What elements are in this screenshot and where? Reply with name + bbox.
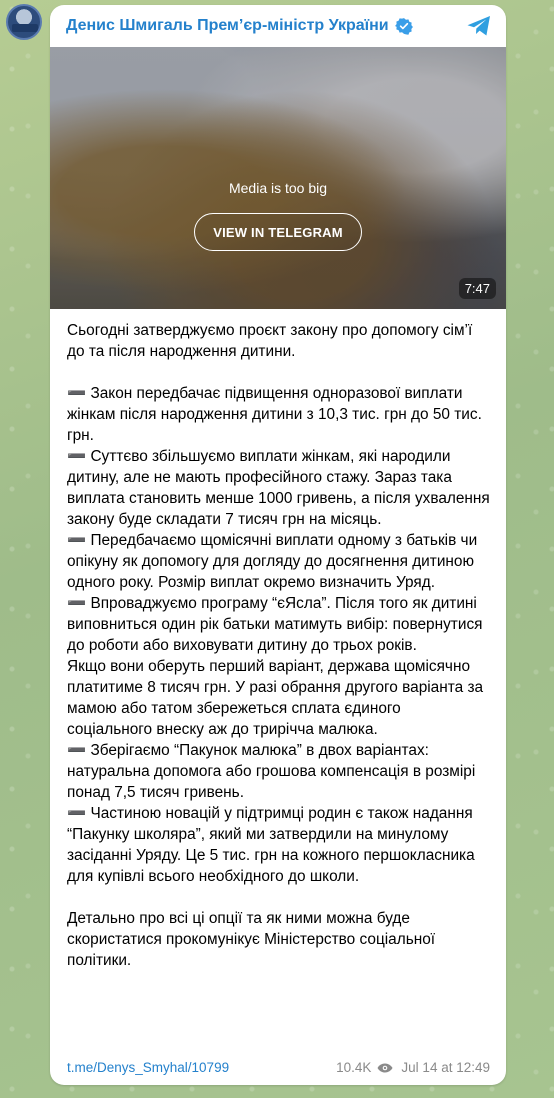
paragraph: Детально про всі ці опції та як ними можна буде скористатися прокомунікує Міністерство соціальної політики.	[67, 910, 436, 969]
paragraph: Якщо вони оберуть перший варіант, держава щомісячно платитиме 8 тисяч грн. У разі обрання другого варіанта за мамою або татом збережеться сплата єдиного соціального внеску аж до трирічча малюка.	[67, 658, 484, 738]
verified-badge-icon	[395, 17, 413, 35]
video-preview[interactable]	[50, 47, 506, 309]
telegram-share-icon[interactable]	[466, 14, 492, 38]
message-text	[50, 309, 506, 971]
message-header	[50, 5, 506, 47]
media-overlay	[50, 47, 506, 309]
channel-avatar[interactable]	[6, 4, 42, 40]
post-link[interactable]: t.me/Denys_Smyhal/10799	[67, 1060, 230, 1075]
paragraph: ➖ Частиною новацій у підтримці родин є також надання “Пакунку школяра”, який ми затвердили на минулому засіданні Уряду. Це 5 тис. грн на кожного першокласника для купівлі всього необхідного до школи.	[67, 805, 475, 885]
paragraph: ➖ Закон передбачає підвищення одноразової виплати жінкам після народження дитини з 10,3 тис. грн до 50 тис. грн.	[67, 385, 482, 444]
post-date: Jul 14 at 12:49	[401, 1060, 490, 1075]
media-too-big-text: Media is too big	[228, 180, 328, 196]
message-bubble	[50, 5, 506, 1085]
paragraph: ➖ Впроваджуємо програму “єЯсла”. Після того як дитині виповниться один рік батьки матимуть вибір: повернутися до роботи або виховувати дитину до трьох років.	[67, 595, 483, 654]
paragraph: Сьогодні затверджуємо проєкт закону про допомогу сім’ї до та після народження дитини.	[67, 322, 473, 360]
eye-icon	[377, 1063, 393, 1073]
paragraph: ➖ Зберігаємо “Пакунок малюка” в двох варіантах: натуральна допомога або грошова компенсація в розмірі понад 7,5 тисяч гривень.	[67, 742, 476, 801]
view-count: 10.4K	[336, 1060, 372, 1075]
paragraph: ➖ Передбачаємо щомісячні виплати одному з батьків чи опікуну як допомогу для догляду до досягнення дитиною одного року. Розмір виплат окремо визначить Уряд.	[67, 532, 478, 591]
paragraph-spacer	[67, 362, 490, 383]
avatar-caption-strip	[12, 24, 38, 32]
paragraph-spacer	[67, 887, 490, 908]
message-footer	[67, 1060, 490, 1075]
video-duration: 7:47	[459, 278, 496, 299]
paragraph: ➖ Суттєво збільшуємо виплати жінкам, які народили дитину, але не мають професійного стажу. Зараз така виплата становить менше 1000 гривень, а після ухвалення закону буде складати 7 тисяч грн на місяць.	[67, 448, 490, 528]
post-stats	[336, 1060, 490, 1075]
channel-name[interactable]: Денис Шмигаль Прем’єр-міністр України	[66, 17, 389, 34]
view-in-telegram-button[interactable]: VIEW IN TELEGRAM	[194, 213, 362, 251]
